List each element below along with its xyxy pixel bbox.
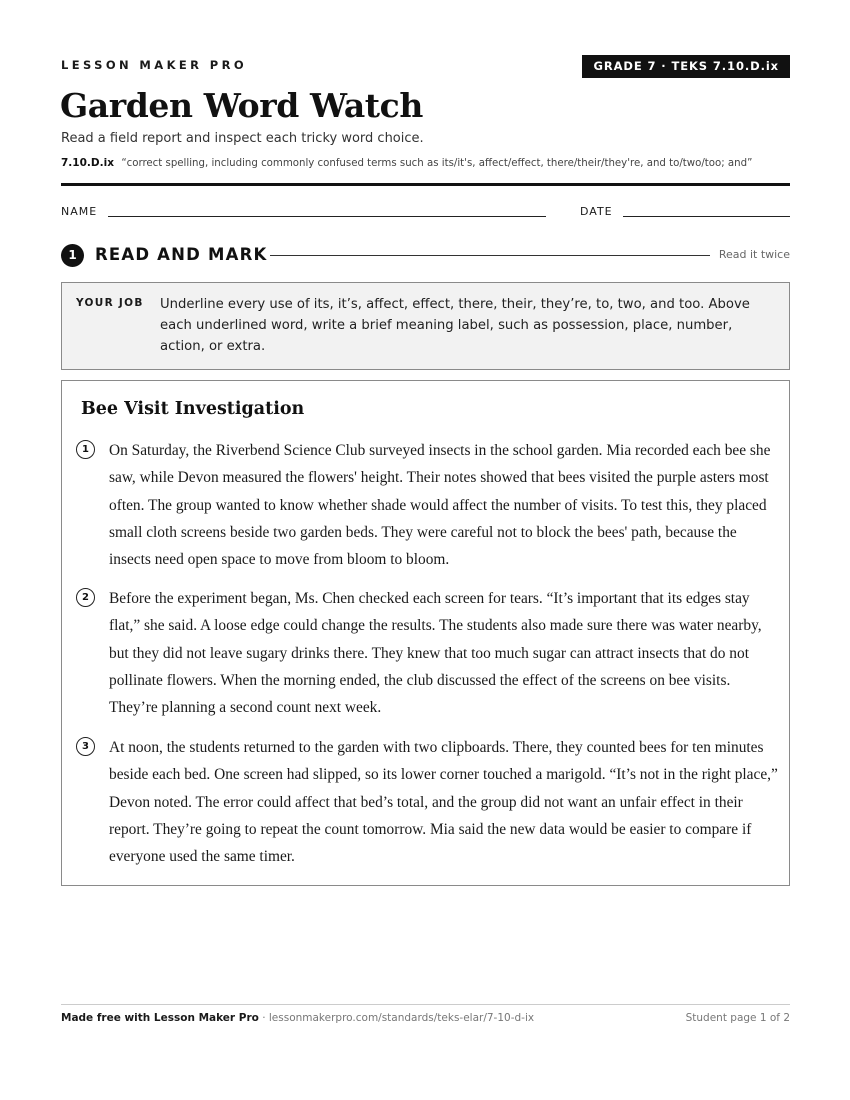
job-label: YOUR JOB <box>76 297 144 309</box>
section-title: READ AND MARK <box>95 245 268 264</box>
reading-title: Bee Visit Investigation <box>81 399 305 419</box>
grade-badge: GRADE 7 · TEKS 7.10.D.ix <box>582 55 791 78</box>
paragraph-number-badge: 3 <box>76 737 95 756</box>
section-note: Read it twice <box>718 248 790 261</box>
page-title: Garden Word Watch <box>60 86 423 125</box>
date-label: DATE <box>580 205 613 218</box>
footer-divider <box>61 1004 790 1005</box>
name-label: NAME <box>61 205 98 218</box>
standard-text: “correct spelling, including commonly confused terms such as its/it's, affect/effect, there/their/they're, and to/two/too; and” <box>121 158 753 169</box>
section-rule <box>270 255 710 256</box>
paragraph-text: At noon, the students returned to the garden with two clipboards. There, they counted bees for ten minutes beside each bed. One screen had slipped, so its lower corner touched a marigold. “It’s not in the right place,” Devon noted. The error could affect that bed’s total, and the group did not want an unfair effect in their report. They’re going to repeat the count tomorrow. Mia said the new data would be easier to compare if everyone used the same timer. <box>109 739 778 866</box>
job-instructions-box <box>61 282 790 370</box>
footer-made-with: Made free with Lesson Maker Pro <box>61 1012 259 1024</box>
footer-url[interactable]: lessonmakerpro.com/standards/teks-elar/7-10-d-ix <box>268 1012 535 1024</box>
name-field[interactable] <box>108 216 546 217</box>
footer-credit <box>61 1012 534 1024</box>
footer-page-number: Student page 1 of 2 <box>685 1012 790 1024</box>
paragraph-number-badge: 1 <box>76 440 95 459</box>
section-number-badge: 1 <box>61 244 84 267</box>
brand-name: LESSON MAKER PRO <box>61 58 248 72</box>
date-field[interactable] <box>623 216 790 217</box>
reading-passage-box <box>61 380 790 886</box>
footer-separator: · <box>258 1012 269 1024</box>
paragraph-text: Before the experiment began, Ms. Chen checked each screen for tears. “It’s important that its edges stay flat,” she said. A loose edge could change the results. The students also made sure there was water nearby, but they did not leave sugary drinks there. They knew that too much sugar can attract insects that do not pollinate flowers. When the morning ended, the club discussed the effect of the screens on bee visits. They’re planning a second count next week. <box>109 590 762 717</box>
paragraph-text: On Saturday, the Riverbend Science Club surveyed insects in the school garden. Mia recorded each bee she saw, while Devon measured the flowers' height. Their notes showed that bees visited the purple asters most often. The group wanted to know whether shade would affect the number of visits. To test this, they placed small cloth screens beside two garden beds. They were careful not to block the bees' path, because the insects need open space to move from bloom to bloom. <box>109 442 771 569</box>
header-divider <box>61 183 790 186</box>
standard-line <box>61 157 790 169</box>
standard-code: 7.10.D.ix <box>61 157 114 169</box>
job-text: Underline every use of its, it’s, affect, effect, there, their, they’re, to, two, and too. Above each underlined word, write a brief meaning label, such as possession, place, number, action, or extra. <box>160 297 750 354</box>
paragraph-number-badge: 2 <box>76 588 95 607</box>
page-subtitle: Read a field report and inspect each tricky word choice. <box>61 131 424 146</box>
